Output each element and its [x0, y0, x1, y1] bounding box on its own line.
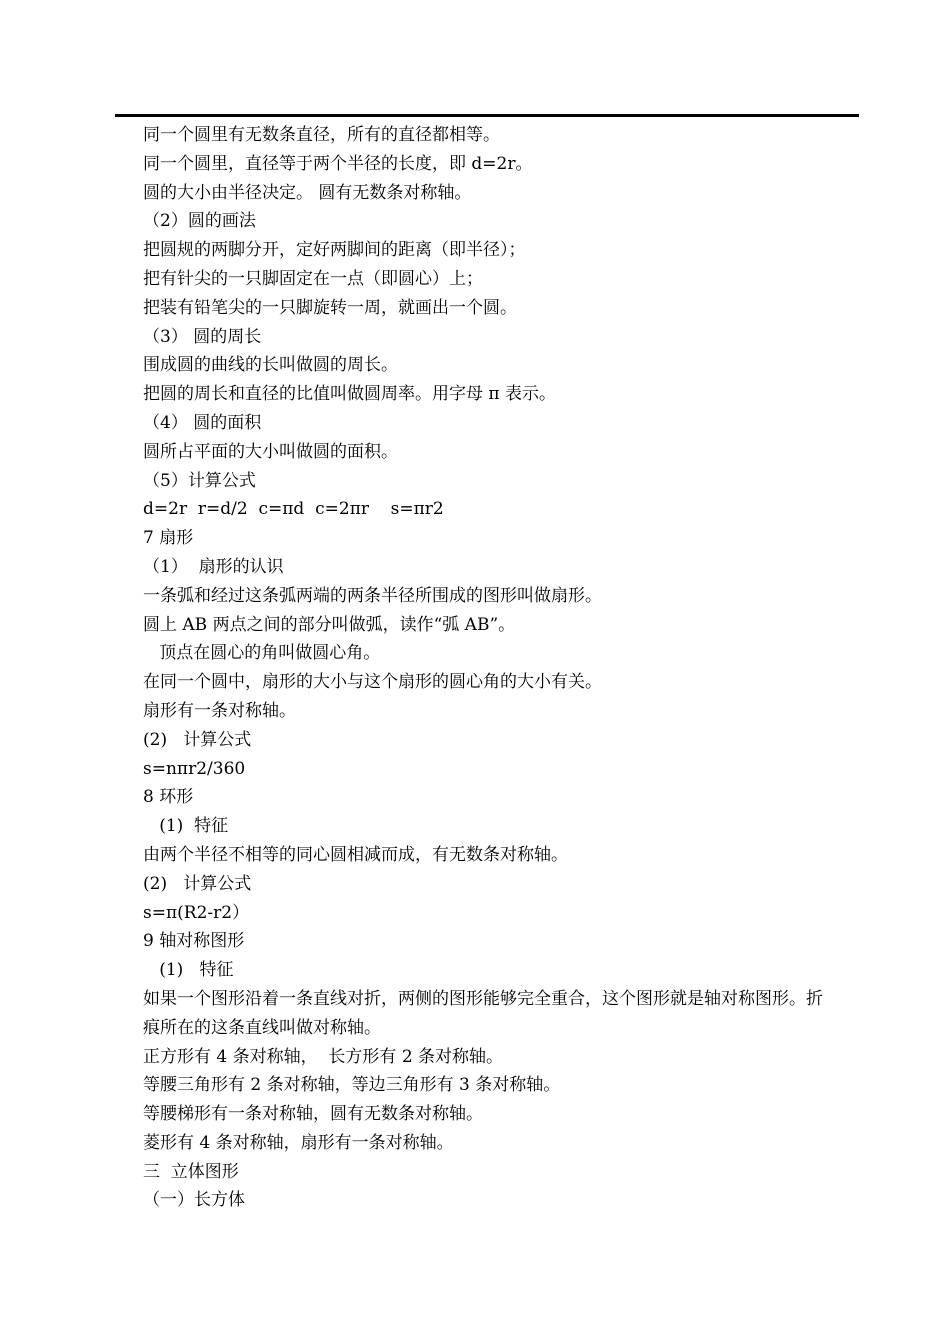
formula-line: d=2r r=d/2 c=πd c=2πr s=πr2 — [143, 499, 444, 520]
document-body — [143, 121, 823, 1215]
section-heading: 8 环形 — [143, 787, 194, 808]
section-heading: (2) 计算公式 — [143, 873, 252, 894]
section-heading: 9 轴对称图形 — [143, 931, 245, 952]
text-line: 圆所占平面的大小叫做圆的面积。 — [143, 441, 398, 462]
text-paragraph: 如果一个图形沿着一条直线对折，两侧的图形能够完全重合，这个图形就是轴对称图形。折痕所在的这条直线叫做对称轴。 — [143, 988, 823, 1038]
text-line: 同一个圆里，直径等于两个半径的长度，即 d=2r。 — [143, 153, 533, 174]
text-line: 把圆的周长和直径的比值叫做圆周率。用字母 π 表示。 — [143, 384, 556, 405]
text-line: 菱形有 4 条对称轴，扇形有一条对称轴。 — [143, 1132, 454, 1153]
formula-line: s=π(R2-r2） — [143, 902, 250, 923]
text-line: 圆的大小由半径决定。 圆有无数条对称轴。 — [143, 182, 472, 203]
text-line: 正方形有 4 条对称轴， 长方形有 2 条对称轴。 — [143, 1046, 504, 1067]
text-line: 把圆规的两脚分开，定好两脚间的距离（即半径）； — [143, 240, 526, 261]
formula-line: s=nπr2/360 — [143, 758, 246, 779]
section-heading: （1） 扇形的认识 — [143, 556, 284, 577]
text-line: 在同一个圆中，扇形的大小与这个扇形的圆心角的大小有关。 — [143, 672, 602, 693]
section-heading: （4） 圆的面积 — [143, 412, 262, 433]
text-line: 一条弧和经过这条弧两端的两条半径所围成的图形叫做扇形。 — [143, 585, 602, 606]
text-line: 把有针尖的一只脚固定在一点（即圆心）上； — [143, 268, 483, 289]
text-line: 把装有铅笔尖的一只脚旋转一周，就画出一个圆。 — [143, 297, 517, 318]
text-line: 扇形有一条对称轴。 — [143, 700, 296, 721]
section-heading: (2) 计算公式 — [143, 729, 252, 750]
section-heading: (1) 特征 — [143, 816, 229, 837]
section-heading: (1) 特征 — [143, 960, 234, 981]
text-line: 同一个圆里有无数条直径，所有的直径都相等。 — [143, 125, 500, 145]
header-rule — [115, 114, 859, 117]
text-line: 圆上 AB 两点之间的部分叫做弧，读作“弧 AB”。 — [143, 614, 516, 635]
section-heading: 7 扇形 — [143, 528, 194, 549]
text-line: 等腰三角形有 2 条对称轴，等边三角形有 3 条对称轴。 — [143, 1075, 561, 1096]
text-line: 由两个半径不相等的同心圆相减而成，有无数条对称轴。 — [143, 844, 568, 865]
section-heading: （3） 圆的周长 — [143, 326, 262, 347]
text-line: 围成圆的曲线的长叫做圆的周长。 — [143, 355, 398, 376]
text-line: 顶点在圆心的角叫做圆心角。 — [143, 643, 381, 664]
section-heading: （一）长方体 — [143, 1190, 245, 1211]
section-heading: 三 立体图形 — [143, 1161, 239, 1182]
section-heading: （5）计算公式 — [143, 470, 256, 491]
section-heading: （2）圆的画法 — [143, 211, 256, 232]
text-line: 等腰梯形有一条对称轴，圆有无数条对称轴。 — [143, 1104, 483, 1125]
